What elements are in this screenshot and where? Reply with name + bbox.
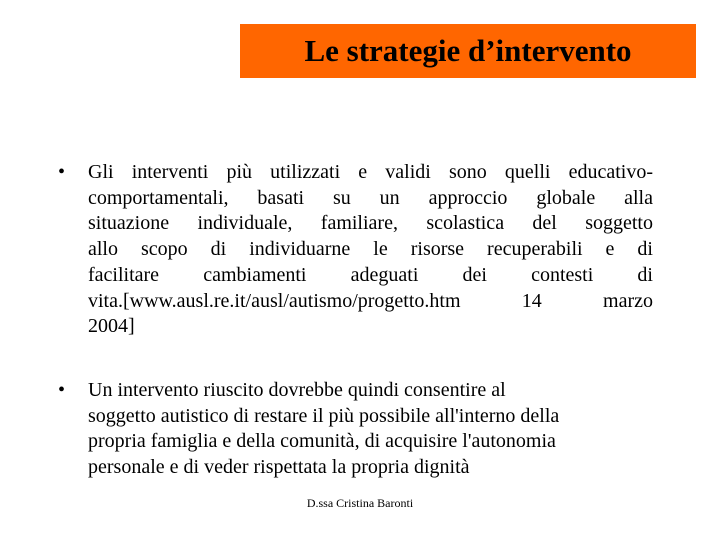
text-line: vita.[www.ausl.re.it/ausl/autismo/progetto.htm 14 marzo [88,289,653,312]
text-line: situazione individuale, familiare, scolastica del soggetto [88,212,653,235]
bullet-paragraph-2 [88,378,653,481]
slide-title: Le strategie d’intervento [304,33,632,68]
text-line: facilitare cambiamenti adeguati dei contesti di [88,263,653,286]
slide-footer: D.ssa Cristina Baronti [306,496,414,510]
bullet-paragraph-1 [88,160,653,340]
text-line: personale e di veder rispettata la propria dignità [88,456,470,479]
bullet-marker: • [58,161,66,183]
text-line: allo scopo di individuarne le risorse recuperabili e di [88,238,653,261]
text-line: Gli interventi più utilizzati e validi sono quelli educativo- [88,161,653,183]
text-line: soggetto autistico di restare il più possibile all'interno della [88,404,560,427]
text-line: comportamentali, basati su un approccio globale alla [88,186,653,209]
text-line: Un intervento riuscito dovrebbe quindi consentire al [88,379,506,401]
text-line: 2004] [88,315,135,338]
text-line: propria famiglia e della comunità, di acquisire l'autonomia [88,430,556,453]
title-banner [240,24,696,78]
bullet-marker: • [58,379,66,401]
